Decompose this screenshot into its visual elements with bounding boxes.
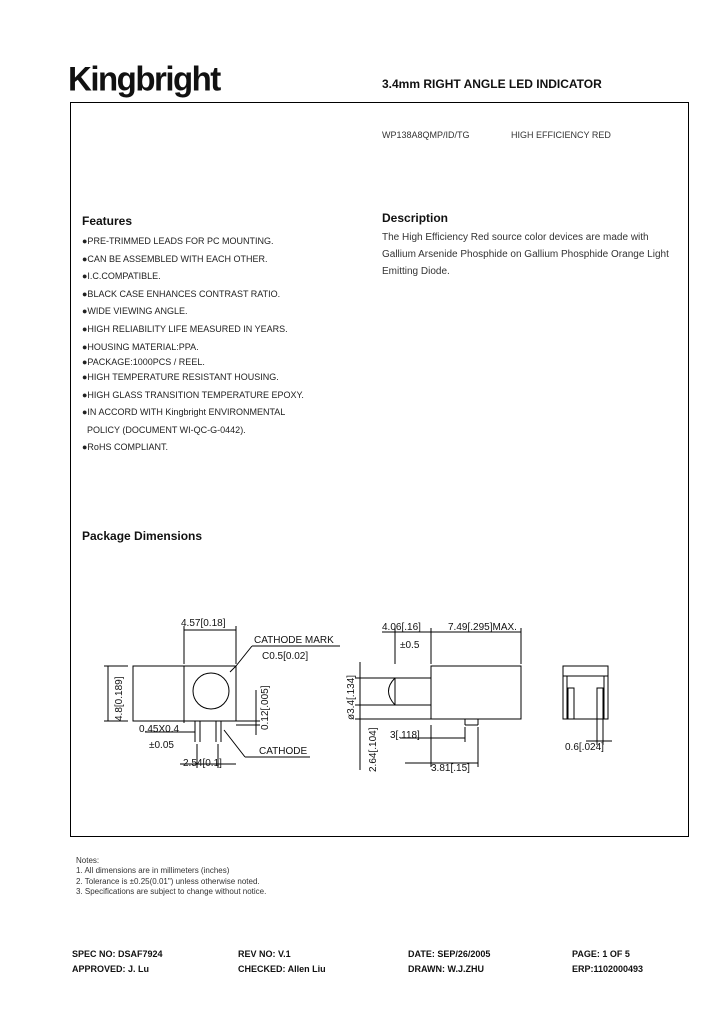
feature-item: ●IN ACCORD WITH Kingbright ENVIRONMENTAL	[82, 407, 286, 417]
dim-tol-0-5: ±0.5	[400, 640, 420, 651]
chamfer	[230, 666, 236, 672]
dim-c0-5: C0.5[0.02]	[262, 651, 309, 662]
notes-title: Notes:	[76, 856, 100, 865]
feature-item: ●HIGH GLASS TRANSITION TEMPERATURE EPOXY.	[82, 389, 304, 400]
front-body	[184, 666, 236, 721]
feature-item: ●PACKAGE:1000PCS / REEL.	[82, 357, 205, 367]
feature-item: ●PRE-TRIMMED LEADS FOR PC MOUNTING.	[82, 236, 274, 246]
feature-item: POLICY (DOCUMENT WI-QC-G-0442).	[82, 424, 246, 435]
end-body	[563, 666, 608, 719]
feature-item: ●HIGH TEMPERATURE RESISTANT HOUSING.	[82, 372, 279, 382]
note-item: 2. Tolerance is ±0.25(0.01") unless otherwise noted.	[76, 876, 260, 886]
feature-item: ●RoHS COMPLIANT.	[82, 442, 168, 452]
dim-0-12: 0.12[.005]	[260, 685, 271, 730]
dim-2-54: 2.54[0.1]	[183, 758, 222, 769]
note-item: 1. All dimensions are in millimeters (inches)	[76, 866, 230, 876]
package-dimensions-heading: Package Dimensions	[82, 529, 203, 543]
dim-tolerance: ±0.05	[149, 740, 174, 751]
feature-item: ●HIGH RELIABILITY LIFE MEASURED IN YEARS.	[82, 323, 288, 334]
dim-3-4: ø3.4[.134]	[346, 674, 357, 720]
date: DATE: SEP/26/2005	[408, 949, 491, 959]
feature-item: ●BLACK CASE ENHANCES CONTRAST RATIO.	[82, 288, 281, 299]
dim-7-49: 7.49[.295]MAX.	[448, 622, 517, 633]
front-body-back	[133, 666, 184, 721]
dim-4-57: 4.57[0.18]	[181, 618, 226, 629]
dim-2-64: 2.64[.104]	[368, 727, 379, 772]
cathode-mark-label: CATHODE MARK	[254, 635, 334, 646]
feature-item: ●I.C.COMPATIBLE.	[82, 271, 161, 281]
dim-0-45: 0.45X0.4	[139, 724, 180, 735]
erp-number: ERP:1102000493	[572, 964, 644, 974]
dim-3-81: 3.81[.15]	[431, 763, 470, 774]
notes	[76, 856, 266, 897]
feature-item: ●HOUSING MATERIAL:PPA.	[82, 342, 199, 352]
emitting-color: HIGH EFFICIENCY RED	[511, 130, 611, 140]
kingbright-logo: Kingbright	[68, 59, 220, 98]
document-title: 3.4mm RIGHT ANGLE LED INDICATOR	[382, 77, 602, 91]
lens-circle	[193, 673, 229, 709]
description-heading: Description	[382, 211, 449, 225]
description-text: The High Efficiency Red source color devices are made with Gallium Arsenide Phosphide on Gallium Phosphide Orange Light Emitting Diode.	[382, 232, 669, 277]
checked-by: CHECKED: Allen Liu	[238, 964, 326, 974]
dim-0-6: 0.6[.024]	[565, 742, 604, 753]
features-heading: Features	[82, 214, 133, 228]
side-body	[431, 666, 521, 719]
feature-item: ●WIDE VIEWING ANGLE.	[82, 306, 188, 316]
dim-4-8: 4.8[0.189]	[114, 676, 125, 721]
cathode-label: CATHODE	[259, 746, 308, 757]
part-number: WP138A8QMP/ID/TG	[382, 130, 470, 140]
dim-3: 3[.118]	[390, 730, 420, 741]
drawn-by: DRAWN: W.J.ZHU	[408, 964, 484, 974]
revision-number: REV NO: V.1	[238, 949, 291, 959]
dim-4-06: 4.06[.16]	[382, 622, 421, 633]
spec-number: SPEC NO: DSAF7924	[72, 949, 163, 959]
feature-item: ●CAN BE ASSEMBLED WITH EACH OTHER.	[82, 253, 268, 264]
approved-by: APPROVED: J. Lu	[72, 964, 150, 974]
note-item: 3. Specifications are subject to change without notice.	[76, 886, 267, 896]
page-number: PAGE: 1 OF 5	[572, 949, 630, 959]
